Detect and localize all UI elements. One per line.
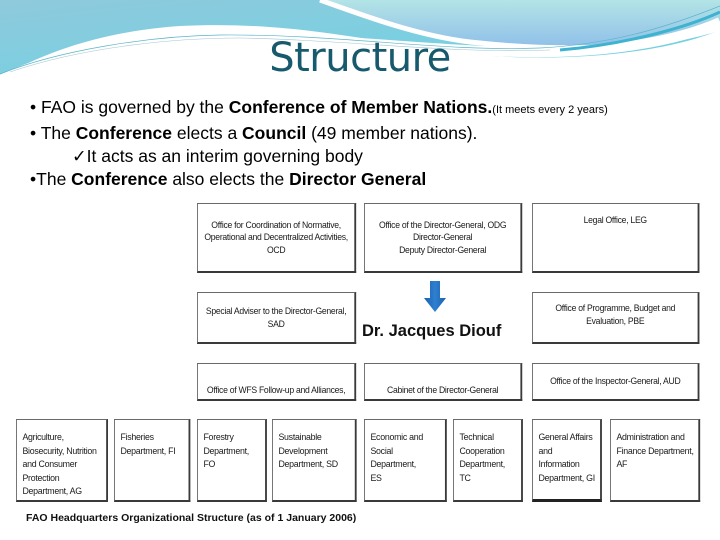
dept-line: and [538,445,553,457]
bullet-bold-text: Director General [289,169,427,189]
org-box-line: Cabinet of the Director-General [387,384,499,395]
org-box-line: Evaluation, PBE [586,314,645,326]
dept-line: Finance Department, [616,445,694,457]
dept-box-fo [197,419,267,502]
bullet-marker: • [30,169,37,189]
dept-line: Department, GI [538,472,595,484]
org-box-ocd [197,203,356,273]
org-box-line: Office of Programme, Budget and [555,302,676,313]
sub-bullet-interim-body [30,145,710,168]
bullet-governed-by [30,96,710,122]
org-box-line: Deputy Director-General [399,243,487,255]
org-box-leg [532,203,699,273]
dept-line: Cooperation [459,445,505,457]
dept-box-tc [453,419,523,502]
dept-line: Sustainable [278,432,322,443]
org-box-line: Office of WFS Follow-up and Alliances, [206,384,346,395]
dept-line: Social Department, [370,445,416,470]
org-box-odg [364,203,522,273]
slide-title: Structure [269,35,451,81]
org-box-line: Office of the Director-General, ODG [379,218,507,230]
org-box-wfs [197,363,356,401]
dept-line: Department, FI [120,445,176,457]
org-box-line: Special Adviser to the Director-General, [205,305,347,316]
dept-line: Department, [203,445,249,457]
bullet-note: (It meets every 2 years) [492,104,608,116]
bullet-marker: • [30,123,41,143]
dept-line: Department, SD [278,459,338,470]
dept-line: Biosecurity, Nutrition [22,445,97,457]
bullet-bold-text: Council [242,123,307,143]
org-box-cabinet [364,363,522,401]
bullet-bold-text: Conference [75,123,172,143]
dept-line: Protection [22,472,60,484]
down-arrow-icon [424,281,446,313]
bullet-text: It acts as an interim governing body [86,146,363,166]
org-box-line: Office of the Inspector-General, AUD [550,375,681,386]
bullet-list [30,96,710,191]
dept-line: Fisheries [120,432,154,443]
dept-line: TC [459,472,471,484]
dept-line: General Affairs [538,432,593,443]
dept-line: Economic and [370,432,424,443]
dept-line: Forestry [203,432,234,443]
director-name: Dr. Jacques Diouf [362,322,502,340]
bullet-council [30,122,710,145]
bullet-director-general [30,168,710,191]
org-box-line: Legal Office, LEG [583,214,647,225]
dept-line: Administration and [616,432,685,443]
dept-line: AF [616,459,628,470]
org-box-line: SAD [267,317,285,329]
bullet-bold-text: Conference [71,169,168,189]
dept-line: and Consumer [22,459,78,470]
dept-line: Agriculture, [22,432,64,443]
org-box-line: OCD [266,243,286,255]
dept-line: Department, [459,459,505,470]
org-box-line: Office for Coordination of Normative, [211,218,341,230]
bullet-text: FAO is governed by the [41,97,229,117]
dept-line: Department, AG [22,486,82,497]
bullet-text: elects a [172,123,243,143]
bullet-text: The [40,123,76,143]
dept-line: Development [278,445,328,457]
dept-box-fi [114,419,190,502]
org-box-aud [532,363,699,401]
dept-line: ES [370,472,382,484]
dept-box-sd [272,419,357,502]
bullet-bold-text: Conference of Member Nations [228,97,488,117]
org-box-line: Director-General [412,231,473,243]
org-box-pbe [532,292,699,344]
dept-line: Technical [459,432,494,443]
dept-box-af [610,419,700,502]
bullet-text: (49 member nations). [306,123,478,143]
dept-line: FO [203,459,216,470]
bullet-marker: • [30,97,41,117]
checkmark-icon: ✓ [72,146,87,166]
org-box-sad [197,292,356,344]
bullet-text: The [36,169,72,189]
bullet-text: also elects the [167,169,290,189]
dept-line: Information [538,459,580,470]
dept-box-gi [532,419,602,502]
bullet-bold-text: . [487,97,493,117]
org-box-line: Operational and Decentralized Activities, [204,231,348,243]
dept-box-es [364,419,447,502]
dept-box-ag [16,419,108,502]
org-chart-caption: FAO Headquarters Organizational Structure (as of 1 January 2006) [26,512,357,524]
